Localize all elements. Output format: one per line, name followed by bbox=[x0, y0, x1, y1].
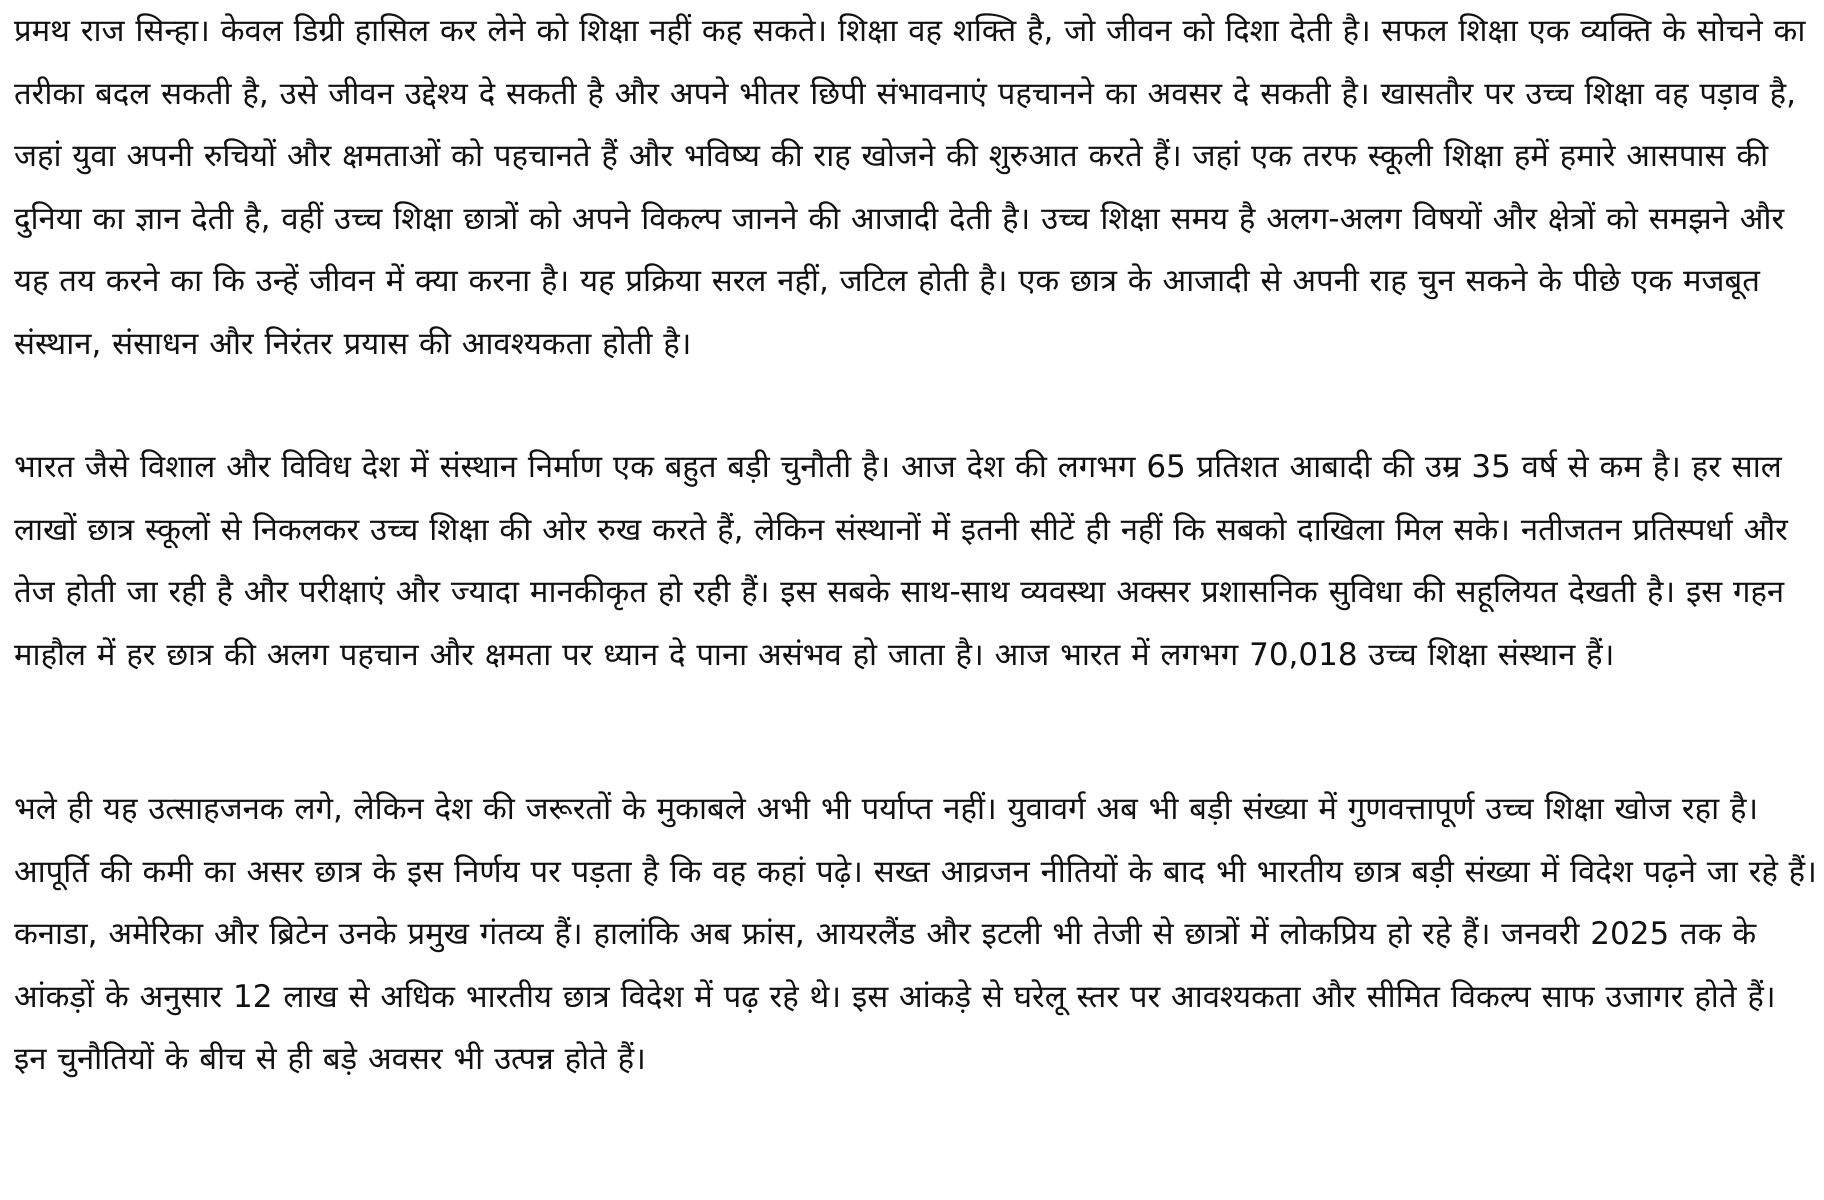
article-paragraph-1: प्रमथ राज सिन्हा। केवल डिग्री हासिल कर लेने को शिक्षा नहीं कह सकते। शिक्षा वह शक्ति है, जो जीवन को दिशा देती है। सफल शिक्षा एक व्यक्ति के सोचने का तरीका बदल सकती है, उसे जीवन उद्देश्य दे सकती है और अपने भीतर छिपी संभावनाएं पहचानने का अवसर दे सकती है। खासतौर पर उच्च शिक्षा वह पड़ाव है, जहां युवा अपनी रुचियों और क्षमताओं को पहचानते हैं और भविष्य की राह खोजने की शुरुआत करते हैं। जहां एक तरफ स्कूली शिक्षा हमें हमारे आसपास की दुनिया का ज्ञान देती है, वहीं उच्च शिक्षा छात्रों को अपने विकल्प जानने की आजादी देती है। उच्च शिक्षा समय है अलग-अलग विषयों और क्षेत्रों को समझने और यह तय करने का कि उन्हें जीवन में क्या करना है। यह प्रक्रिया सरल नहीं, जटिल होती है। एक छात्र के आजादी से अपनी राह चुन सकने के पीछे एक मजबूत संस्थान, संसाधन और निरंतर प्रयास की आवश्यकता होती है। bbox=[14, 13, 1806, 362]
article-paragraph-3: भले ही यह उत्साहजनक लगे, लेकिन देश की जरूरतों के मुकाबले अभी भी पर्याप्त नहीं। युवावर्ग अब भी बड़ी संख्या में गुणवत्तापूर्ण उच्च शिक्षा खोज रहा है। आपूर्ति की कमी का असर छात्र के इस निर्णय पर पड़ता है कि वह कहां पढ़े। सख्त आव्रजन नीतियों के बाद भी भारतीय छात्र बड़ी संख्या में विदेश पढ़ने जा रहे हैं। कनाडा, अमेरिका और ब्रिटेन उनके प्रमुख गंतव्य हैं। हालांकि अब फ्रांस, आयरलैंड और इटली भी तेजी से छात्रों में लोकप्रिय हो रहे हैं। जनवरी 2025 तक के आंकड़ों के अनुसार 12 लाख से अधिक भारतीय छात्र विदेश में पढ़ रहे थे। इस आंकड़े से घरेलू स्तर पर आवश्यकता और सीमित विकल्प साफ उजागर होते हैं। इन चुनौतियों के बीच से ही बड़े अवसर भी उत्पन्न होते हैं। bbox=[14, 791, 1817, 1077]
article-paragraph-2: भारत जैसे विशाल और विविध देश में संस्थान निर्माण एक बहुत बड़ी चुनौती है। आज देश की लगभग 65 प्रतिशत आबादी की उम्र 35 वर्ष से कम है। हर साल लाखों छात्र स्कूलों से निकलकर उच्च शिक्षा की ओर रुख करते हैं, लेकिन संस्थानों में इतनी सीटें ही नहीं कि सबको दाखिला मिल सके। नतीजतन प्रतिस्पर्धा और तेज होती जा रही है और परीक्षाएं और ज्यादा मानकीकृत हो रही हैं। इस सबके साथ-साथ व्यवस्था अक्सर प्रशासनिक सुविधा की सहूलियत देखती है। इस गहन माहौल में हर छात्र की अलग पहचान और क्षमता पर ध्यान दे पाना असंभव हो जाता है। आज भारत में लगभग 70,018 उच्च शिक्षा संस्थान हैं। bbox=[14, 449, 1788, 673]
